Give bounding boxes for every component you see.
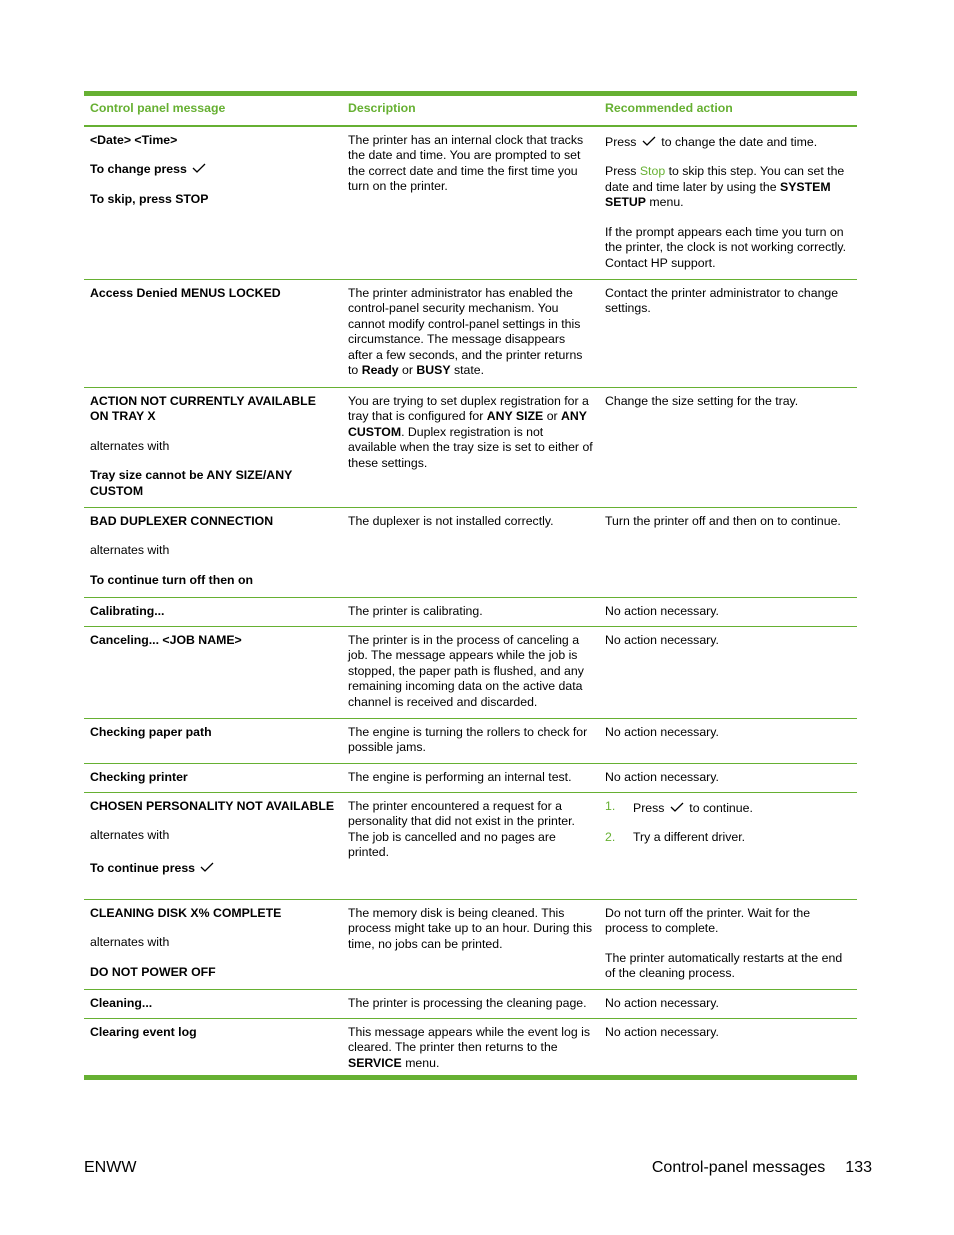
- action-text: [605, 135, 851, 151]
- table-row: [84, 626, 857, 718]
- message-text: DO NOT POWER OFF: [90, 964, 216, 979]
- message-text: Checking paper path: [90, 724, 212, 739]
- setting-name: ANY SIZE: [486, 409, 544, 423]
- description-cell: [342, 1019, 599, 1075]
- message-cell: [84, 719, 342, 763]
- action-text: No action necessary.: [605, 995, 719, 1010]
- action-text: If the prompt appears each time you turn on the printer, the clock is not working correctly. Contact HP support.: [605, 224, 847, 270]
- checkmark-icon: [192, 163, 206, 173]
- action-cell: [599, 508, 857, 597]
- description-text-part: or: [402, 363, 413, 377]
- message-text-part: To change press: [90, 162, 187, 176]
- description-text: The printer is calibrating.: [348, 603, 483, 618]
- description-text-part: The printer administrator has enabled the control-panel security mechanism. You cannot modify control-panel settings in this circumstance. The message disappears after a few seconds, and the printer returns to: [348, 285, 583, 377]
- action-text: No action necessary.: [605, 1024, 719, 1039]
- description-cell: [342, 793, 599, 899]
- message-text: Tray size cannot be ANY SIZE/ANY CUSTOM: [90, 468, 293, 498]
- message-cell: [84, 388, 342, 507]
- step-number: 1.: [605, 798, 616, 813]
- description-text: The duplexer is not installed correctly.: [348, 513, 554, 528]
- description-cell: [342, 719, 599, 763]
- action-text-part: to skip this step. You can set the date and time later by using the: [605, 164, 845, 194]
- message-text: Cleaning...: [90, 995, 153, 1010]
- checkmark-icon: [642, 136, 656, 146]
- action-text: No action necessary.: [605, 603, 719, 618]
- description-cell: [342, 764, 599, 792]
- message-cell: [84, 627, 342, 718]
- description-text-part: . Duplex registration is not available when the tray size is set to either of these settings.: [348, 424, 593, 470]
- action-cell: [599, 127, 857, 279]
- message-text: [90, 162, 336, 178]
- message-text: Checking printer: [90, 769, 188, 784]
- action-text: Contact the printer administrator to change settings.: [605, 285, 839, 315]
- message-text: CHOSEN PERSONALITY NOT AVAILABLE: [90, 798, 335, 813]
- message-text: Access Denied MENUS LOCKED: [90, 285, 281, 300]
- action-text: [605, 164, 851, 211]
- header-description: Description: [348, 101, 416, 115]
- menu-name: SYSTEM SETUP: [605, 179, 831, 209]
- header-control-panel-message: Control panel message: [90, 101, 226, 115]
- description-cell: [342, 990, 599, 1018]
- checkmark-icon: [200, 862, 214, 872]
- message-cell: [84, 280, 342, 387]
- description-cell: [342, 900, 599, 989]
- message-cell: [84, 127, 342, 279]
- table-row: [84, 899, 857, 989]
- message-text: alternates with: [90, 438, 170, 453]
- message-text: Clearing event log: [90, 1024, 197, 1039]
- step-text-part: Press: [633, 800, 665, 815]
- message-text-part: To continue press: [90, 860, 195, 875]
- menu-name: SERVICE: [348, 1055, 402, 1070]
- description-text: The printer is processing the cleaning page.: [348, 995, 587, 1010]
- action-text-part: to change the date and time.: [661, 134, 818, 149]
- setting-name: ANY CUSTOM: [348, 409, 587, 439]
- action-cell: [599, 627, 857, 718]
- message-text: alternates with: [90, 543, 170, 557]
- message-cell: [84, 793, 342, 899]
- stop-button-reference: Stop: [639, 164, 666, 178]
- description-text: The engine is performing an internal test.: [348, 769, 572, 784]
- action-text: No action necessary.: [605, 724, 719, 739]
- action-cell: [599, 900, 857, 989]
- description-cell: [342, 388, 599, 507]
- action-text-part: menu.: [649, 195, 684, 209]
- step-text: Try a different driver.: [633, 830, 746, 844]
- message-text: CLEANING DISK X% COMPLETE: [90, 905, 282, 920]
- message-text: BAD DUPLEXER CONNECTION: [90, 513, 274, 528]
- message-cell: [84, 508, 342, 597]
- message-cell: [84, 598, 342, 626]
- control-panel-messages-table: [84, 91, 857, 1080]
- description-text: [348, 394, 593, 472]
- message-text: [90, 861, 336, 877]
- footer-right: [652, 1158, 872, 1178]
- message-text: <Date> <Time>: [90, 132, 178, 147]
- action-text-part: Press: [605, 164, 637, 178]
- action-cell: [599, 990, 857, 1018]
- description-text-part: You are trying to set duplex registration for a tray that is configured for: [348, 393, 589, 423]
- step-text: [633, 801, 753, 817]
- description-cell: [342, 627, 599, 718]
- action-cell: [599, 388, 857, 507]
- description-text: The printer encountered a request for a personality that did not exist in the printer. The job is cancelled and no pages are printed.: [348, 798, 575, 859]
- message-cell: [84, 990, 342, 1018]
- description-cell: [342, 508, 599, 597]
- footer-left-label: ENWW: [84, 1159, 137, 1176]
- action-text: Turn the printer off and then on to continue.: [605, 513, 841, 528]
- step-text-part: to continue.: [689, 800, 753, 815]
- message-cell: [84, 900, 342, 989]
- action-text: Do not turn off the printer. Wait for the process to complete.: [605, 905, 811, 935]
- list-item: [605, 799, 851, 817]
- page-number: 133: [845, 1159, 872, 1176]
- action-text: Change the size setting for the tray.: [605, 393, 799, 408]
- table-row: [84, 125, 857, 279]
- table-row: [84, 989, 857, 1018]
- table-row: [84, 387, 857, 507]
- description-text: [348, 1025, 593, 1072]
- checkmark-icon: [670, 802, 684, 812]
- description-text: [348, 286, 593, 379]
- list-item: [605, 830, 851, 846]
- description-text: The printer has an internal clock that tracks the date and time. You are prompted to set the correct date and time the first time you turn on the printer.: [348, 132, 584, 193]
- action-text: The printer automatically restarts at the end of the cleaning process.: [605, 950, 843, 980]
- table-row: [84, 507, 857, 597]
- action-cell: [599, 764, 857, 792]
- message-text: To skip, press STOP: [90, 191, 209, 206]
- message-text: To continue turn off then on: [90, 572, 254, 587]
- message-text: Canceling... <JOB NAME>: [90, 632, 242, 647]
- description-cell: [342, 280, 599, 387]
- action-text-part: Press: [605, 134, 637, 149]
- description-text: The memory disk is being cleaned. This process might take up to an hour. During this time, no jobs can be printed.: [348, 905, 593, 951]
- action-cell: [599, 1019, 857, 1075]
- action-cell: [599, 793, 857, 899]
- table-row: [84, 597, 857, 626]
- description-cell: [342, 598, 599, 626]
- action-cell: [599, 598, 857, 626]
- message-text: ACTION NOT CURRENTLY AVAILABLE ON TRAY X: [90, 393, 316, 423]
- message-cell: [84, 764, 342, 792]
- message-text: Calibrating...: [90, 603, 165, 618]
- description-text-part: menu.: [405, 1055, 440, 1070]
- description-text-part: state.: [453, 363, 485, 377]
- description-text: The printer is in the process of canceling a job. The message appears while the job is stopped, the paper path is flushed, and any remaining incoming data on the active data channel is received and discarded.: [348, 632, 584, 709]
- table-row: [84, 763, 857, 792]
- table-row: [84, 279, 857, 387]
- state-name: Ready: [361, 363, 399, 377]
- table-row: [84, 718, 857, 763]
- state-name: BUSY: [416, 363, 451, 377]
- message-text: alternates with: [90, 935, 170, 949]
- footer-section-title: Control-panel messages: [651, 1159, 826, 1176]
- action-cell: [599, 719, 857, 763]
- description-cell: [342, 127, 599, 279]
- step-number: 2.: [605, 830, 616, 844]
- action-text: No action necessary.: [605, 632, 719, 647]
- action-cell: [599, 280, 857, 387]
- message-text: alternates with: [90, 828, 170, 842]
- description-text-part: or: [546, 409, 558, 423]
- table-row: [84, 792, 857, 899]
- table-header-row: [84, 96, 857, 125]
- action-text: No action necessary.: [605, 769, 719, 784]
- description-text-part: This message appears while the event log is cleared. The printer then returns to the: [348, 1024, 590, 1054]
- table-row: [84, 1018, 857, 1075]
- header-recommended-action: Recommended action: [605, 101, 733, 115]
- description-text: The engine is turning the rollers to check for possible jams.: [348, 724, 588, 754]
- message-cell: [84, 1019, 342, 1075]
- action-steps-list: [605, 799, 851, 846]
